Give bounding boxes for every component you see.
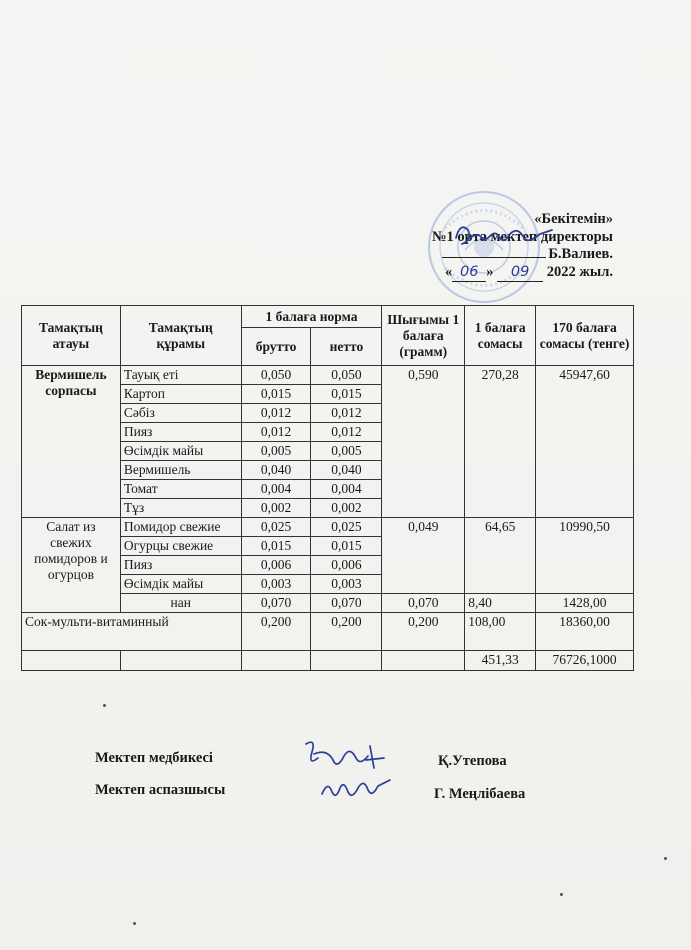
nurse-signature <box>300 738 390 774</box>
ingredient: Тұз <box>120 499 241 518</box>
ingredient: Картоп <box>120 385 241 404</box>
output-value: 0,200 <box>382 613 465 651</box>
output-value: 0,049 <box>382 518 465 594</box>
brutto-value: 0,006 <box>241 556 311 575</box>
sum170-value: 18360,00 <box>536 613 634 651</box>
total-sum170: 76726,1000 <box>536 651 634 671</box>
brutto-value: 0,070 <box>241 594 311 613</box>
ingredient: Пияз <box>120 556 241 575</box>
ingredient: Вермишель <box>120 461 241 480</box>
header-dish: Тамақтың атауы <box>22 306 121 366</box>
brutto-value: 0,005 <box>241 442 311 461</box>
sum170-value: 45947,60 <box>536 366 634 518</box>
netto-value: 0,012 <box>311 404 382 423</box>
output-value: 0,590 <box>382 366 465 518</box>
netto-value: 0,012 <box>311 423 382 442</box>
ingredient: Помидор свежие <box>120 518 241 537</box>
netto-value: 0,040 <box>311 461 382 480</box>
ingredient: Өсімдік майы <box>120 442 241 461</box>
table-row <box>22 518 634 537</box>
ingredient: нан <box>120 594 241 613</box>
header-netto: нетто <box>311 328 382 366</box>
dish-name: Салат из свежих помидоров и огурцов <box>22 518 121 613</box>
date-day: 06 <box>452 264 486 283</box>
ingredient: Өсімдік майы <box>120 575 241 594</box>
scan-speck <box>133 922 136 925</box>
total-sum1: 451,33 <box>465 651 536 671</box>
brutto-value: 0,002 <box>241 499 311 518</box>
header-sum170: 170 балаға сомасы (тенге) <box>536 306 634 366</box>
director-signature <box>448 216 558 256</box>
netto-value: 0,070 <box>311 594 382 613</box>
netto-value: 0,004 <box>311 480 382 499</box>
approval-director: Б.Валиев. <box>432 246 613 264</box>
ingredient: Сәбіз <box>120 404 241 423</box>
dish-name: Сок-мульти-витаминный <box>22 613 242 651</box>
ingredient: Томат <box>120 480 241 499</box>
dish-name: Вермишель сорпасы <box>22 366 121 518</box>
header-composition: Тамақтың құрамы <box>120 306 241 366</box>
brutto-value: 0,012 <box>241 404 311 423</box>
brutto-value: 0,004 <box>241 480 311 499</box>
cook-label: Мектеп аспазшысы <box>95 782 226 798</box>
sum170-value: 1428,00 <box>536 594 634 613</box>
ingredient: Пияз <box>120 423 241 442</box>
table-row <box>22 366 634 385</box>
sum1-value: 270,28 <box>465 366 536 518</box>
brutto-value: 0,015 <box>241 385 311 404</box>
brutto-value: 0,025 <box>241 518 311 537</box>
sum170-value: 10990,50 <box>536 518 634 594</box>
sum1-value: 8,40 <box>465 594 536 613</box>
approval-title: «Бекітемін» <box>534 211 613 227</box>
brutto-value: 0,003 <box>241 575 311 594</box>
header-output: Шығымы 1 балаға (грамм) <box>382 306 465 366</box>
header-brutto: брутто <box>241 328 311 366</box>
brutto-value: 0,012 <box>241 423 311 442</box>
sum1-value: 64,65 <box>465 518 536 594</box>
brutto-value: 0,015 <box>241 537 311 556</box>
netto-value: 0,025 <box>311 518 382 537</box>
approval-date: « 06 » 09 2022 жыл. <box>432 264 613 283</box>
sum1-value: 108,00 <box>465 613 536 651</box>
nurse-name: Қ.Утепова <box>438 753 507 769</box>
scan-speck <box>664 857 667 860</box>
netto-value: 0,015 <box>311 385 382 404</box>
date-month: 09 <box>497 264 543 283</box>
scan-speck <box>560 893 563 896</box>
netto-value: 0,015 <box>311 537 382 556</box>
scan-speck <box>103 704 106 707</box>
approval-position: №1 орта мектеп директоры <box>431 228 613 245</box>
menu-table <box>21 305 634 671</box>
brutto-value: 0,040 <box>241 461 311 480</box>
header-norm: 1 балаға норма <box>241 306 382 328</box>
netto-value: 0,002 <box>311 499 382 518</box>
netto-value: 0,005 <box>311 442 382 461</box>
header-sum1: 1 балаға сомасы <box>465 306 536 366</box>
netto-value: 0,050 <box>311 366 382 385</box>
cook-signature <box>318 774 398 804</box>
total-row <box>22 651 634 671</box>
brutto-value: 0,200 <box>241 613 311 651</box>
ingredient: Тауық еті <box>120 366 241 385</box>
table-row <box>22 613 634 651</box>
netto-value: 0,003 <box>311 575 382 594</box>
brutto-value: 0,050 <box>241 366 311 385</box>
ingredient: Огурцы свежие <box>120 537 241 556</box>
netto-value: 0,200 <box>311 613 382 651</box>
netto-value: 0,006 <box>311 556 382 575</box>
output-value: 0,070 <box>382 594 465 613</box>
cook-name: Г. Меңлібаева <box>434 786 526 802</box>
nurse-label: Мектеп медбикесі <box>95 750 213 766</box>
